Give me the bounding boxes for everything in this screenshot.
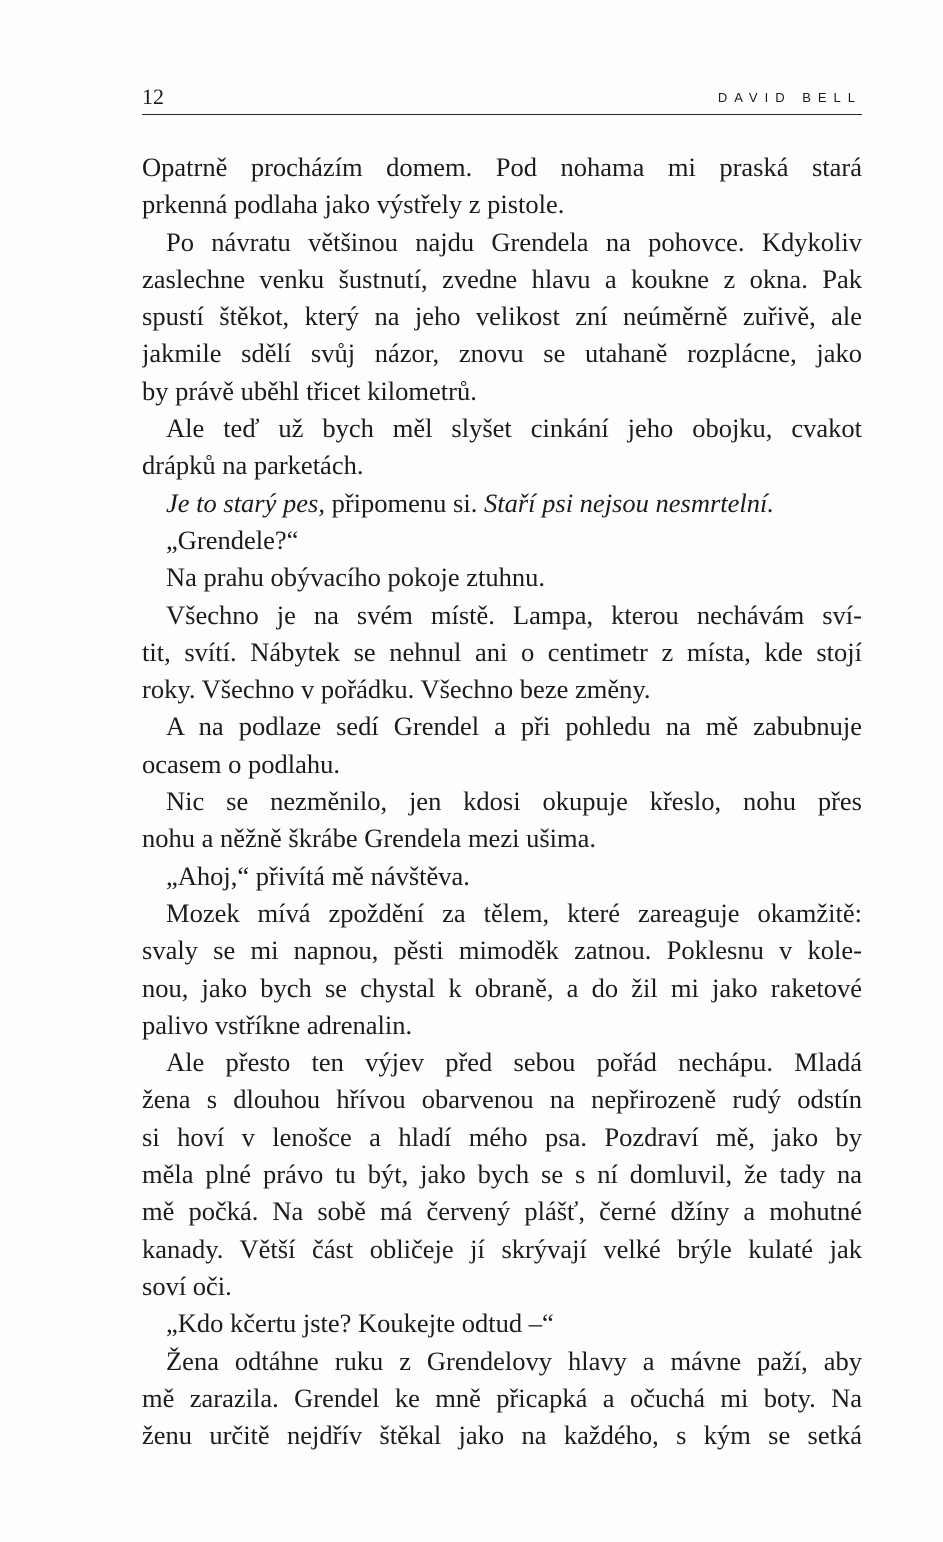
text-line: palivo vstříkne adrenalin.: [142, 1009, 413, 1040]
paragraph-first-line: Žena odtáhne ruku z Grendelovy hlavy a mávne paží, aby: [166, 1345, 862, 1376]
paragraph-first-line: Po návratu většinou najdu Grendela na pohovce. Kdykoliv: [166, 226, 862, 257]
paragraph-first-line: Nic se nezměnilo, jen kdosi okupuje křeslo, nohu přes: [166, 786, 862, 817]
text-line: zaslechne venku šustnutí, zvedne hlavu a koukne z okna. Pak: [142, 263, 862, 294]
text-line: spustí štěkot, který na jeho velikost zní neúměrně zuřivě, ale: [142, 301, 862, 332]
paragraph-first-line: Mozek mívá zpoždění za tělem, které zareaguje okamžitě:: [166, 897, 862, 928]
text-line: mě zarazila. Grendel ke mně přicapká a očuchá mi boty. Na: [142, 1382, 862, 1413]
dialogue-line: „Kdo kčertu jste? Koukejte odtud –“: [166, 1308, 554, 1339]
dialogue-line: „Grendele?“: [166, 524, 299, 555]
text-line: mě počká. Na sobě má červený plášť, černé džíny a mohutné: [142, 1196, 862, 1227]
text-line: nohu a něžně škrábe Grendela mezi ušima.: [142, 823, 596, 854]
dialogue-line: „Ahoj,“ přivítá mě návštěva.: [166, 860, 470, 891]
running-head-author: DAVID BELL: [717, 90, 862, 105]
paragraph-first-line: Na prahu obývacího pokoje ztuhnu.: [166, 562, 545, 593]
paragraph-first-line: Všechno je na svém místě. Lampa, kterou nechávám sví-: [166, 599, 862, 630]
paragraph-first-line: [142, 485, 862, 522]
text-line: jakmile sdělí svůj názor, znovu se utahaně rozplácne, jako: [142, 338, 862, 369]
text-line: nou, jako bych se chystal k obraně, a do žil mi jako raketové: [142, 972, 862, 1003]
running-head: [142, 84, 862, 115]
text-line: žena s dlouhou hřívou obarvenou na nepřirozeně rudý odstín: [142, 1084, 862, 1115]
text-line: ocasem o podlahu.: [142, 748, 340, 779]
text-line: si hoví v lenošce a hladí mého psa. Pozdraví mě, jako by: [142, 1121, 862, 1152]
text-line: soví oči.: [142, 1270, 232, 1301]
text-line: ženu určitě nejdřív štěkal jako na každého, s kým se setká: [142, 1420, 862, 1451]
plain-phrase: připomenu si.: [324, 487, 484, 518]
italic-phrase: Je to starý pes,: [166, 487, 325, 518]
italic-phrase: Staří psi nejsou nesmrtelní.: [483, 487, 774, 518]
paragraph-first-line: Ale teď už bych měl slyšet cinkání jeho obojku, cvakot: [166, 413, 862, 444]
text-line: měla plné právo tu být, jako bych se s ní domluvil, že tady na: [142, 1159, 862, 1190]
text-line: drápků na parketách.: [142, 450, 364, 481]
text-line: by právě uběhl třicet kilometrů.: [142, 375, 477, 406]
paragraph-first-line: Ale přesto ten výjev před sebou pořád nechápu. Mladá: [166, 1047, 862, 1078]
page-number: 12: [142, 84, 164, 109]
text-line: kanady. Větší část obličeje jí skrývají velké brýle kulaté jak: [142, 1233, 862, 1264]
text-line: roky. Všechno v pořádku. Všechno beze změny.: [142, 674, 651, 705]
text-line: svaly se mi napnou, pěsti mimoděk zatnou. Poklesnu v kole-: [142, 935, 862, 966]
body-text: [142, 149, 862, 1454]
text-line: tit, svítí. Nábytek se nehnul ani o centimetr z místa, kde stojí: [142, 636, 862, 667]
text-line: prkenná podlaha jako výstřely z pistole.: [142, 189, 565, 220]
text-line: Opatrně procházím domem. Pod nohama mi praská stará: [142, 152, 862, 182]
paragraph-first-line: A na podlaze sedí Grendel a při pohledu na mě zabubnuje: [166, 711, 862, 742]
